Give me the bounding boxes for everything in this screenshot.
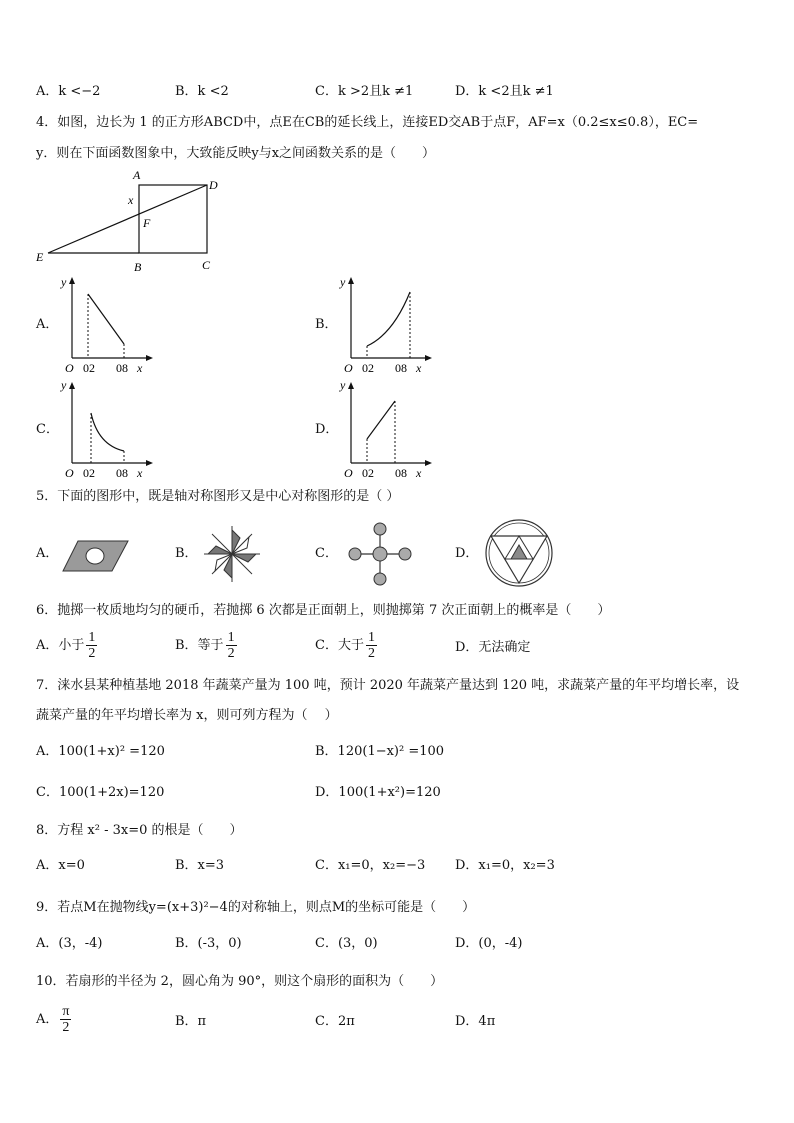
q7-option-d: D．100(1+x²)=120: [315, 785, 441, 800]
q10-option-b: B．π: [175, 1014, 207, 1029]
q6-option-a: A．小于 $\frac{1}{2}$: [36, 630, 96, 661]
q3-option-b: B．k <2: [175, 84, 229, 99]
q10-option-a: A． $\frac{\pi}{2}$: [36, 1004, 70, 1035]
circles-cross-figure: [348, 522, 412, 586]
q7-option-a: A．100(1+x)² =120: [36, 744, 165, 759]
q4-graph-c: [58, 377, 158, 482]
q4-stem-line2: y．则在下面函数图象中，大致能反映y与x之间函数关系的是（ ）: [36, 146, 436, 161]
parallelogram-with-circle-figure: [62, 538, 130, 574]
q9-option-d: D．(0，-4): [455, 936, 523, 951]
svg-text:O: O: [344, 466, 353, 480]
q9-option-a: A．(3，-4): [36, 936, 103, 951]
label-e: E: [36, 250, 44, 264]
svg-text:02: 02: [362, 466, 374, 480]
svg-text:y: y: [340, 275, 346, 289]
q6-stem: 6．抛掷一枚质地均匀的硬币，若抛掷 6 次都是正面朝上，则抛掷第 7 次正面朝上的概率是（ ）: [36, 603, 611, 618]
q5-option-a: A．: [36, 546, 59, 561]
svg-text:02: 02: [83, 361, 95, 375]
curve: [367, 401, 395, 439]
svg-text:y: y: [340, 378, 346, 392]
svg-text:x: x: [137, 361, 143, 375]
label-x: x: [128, 193, 134, 207]
q7-stem-line2: 蔬菜产量的年平均增长率为 x，则可列方程为（ ）: [36, 708, 338, 723]
svg-text:O: O: [65, 361, 74, 375]
q8-stem: 8．方程 x² - 3x=0 的根是（ ）: [36, 823, 243, 838]
svg-text:08: 08: [116, 361, 128, 375]
label-a: A: [133, 168, 141, 182]
q4-graph-a: [58, 272, 158, 377]
q10-stem: 10．若扇形的半径为 2，圆心角为 90°，则这个扇形的面积为（ ）: [36, 974, 444, 989]
q3-option-a: A．k <−2: [36, 84, 101, 99]
pinwheel-figure: [202, 524, 262, 584]
q8-option-a: A．x=0: [36, 858, 85, 873]
curve: [367, 292, 410, 346]
svg-text:08: 08: [116, 466, 128, 480]
q4-square-figure: [30, 166, 230, 276]
curve: [88, 294, 124, 344]
label-b: B: [134, 260, 142, 274]
q5-stem: 5．下面的图形中，既是轴对称图形又是中心对称图形的是（ ）: [36, 489, 400, 504]
q9-option-c: C．(3，0): [315, 936, 378, 951]
curve: [91, 413, 124, 451]
svg-text:08: 08: [395, 466, 407, 480]
q4-graph-d: [337, 377, 437, 482]
svg-text:02: 02: [83, 466, 95, 480]
q7-stem-line1: 7．涞水县某种植基地 2018 年蔬菜产量为 100 吨，预计 2020 年蔬菜产量达到 120 吨，求蔬菜产量的年平均增长率，设: [36, 678, 740, 693]
q4-option-c: C．: [36, 422, 59, 437]
q4-option-d: D．: [315, 422, 339, 437]
q4-option-b: B．: [315, 317, 338, 332]
svg-text:O: O: [344, 361, 353, 375]
q6-option-b: B．等于 $\frac{1}{2}$: [175, 630, 235, 661]
q7-option-b: B．120(1−x)² =100: [315, 744, 445, 759]
svg-text:y: y: [61, 275, 67, 289]
q9-stem: 9．若点M在抛物线y=(x+3)²−4的对称轴上，则点M的坐标可能是（ ）: [36, 900, 476, 915]
svg-text:x: x: [416, 466, 422, 480]
q3-option-c: C．k >2且k ≠1: [315, 84, 414, 99]
q8-option-c: C．x₁=0，x₂=−3: [315, 858, 426, 873]
svg-text:O: O: [65, 466, 74, 480]
q5-option-b: B．: [175, 546, 198, 561]
q6-option-d: D．无法确定: [455, 640, 531, 655]
svg-text:y: y: [61, 378, 67, 392]
q4-graph-b: [337, 272, 437, 377]
q3-option-d: D．k <2且k ≠1: [455, 84, 554, 99]
svg-text:08: 08: [395, 361, 407, 375]
svg-text:02: 02: [362, 361, 374, 375]
q5-option-c: C．: [315, 546, 338, 561]
q4-stem-line1: 4．如图，边长为 1 的正方形ABCD中，点E在CB的延长线上，连接ED交AB于点F，AF=x（0.2≤x≤0.8），EC=: [36, 115, 699, 130]
q4-option-a: A．: [36, 317, 59, 332]
label-f: F: [143, 216, 151, 230]
svg-text:x: x: [137, 466, 143, 480]
q9-option-b: B．(-3，0): [175, 936, 242, 951]
circle-triangles-figure: [483, 517, 555, 589]
q5-option-d: D．: [455, 546, 479, 561]
q10-option-c: C．2π: [315, 1014, 355, 1029]
svg-text:x: x: [416, 361, 422, 375]
q7-option-c: C．100(1+2x)=120: [36, 785, 165, 800]
q10-option-d: D．4π: [455, 1014, 496, 1029]
label-c: C: [202, 258, 211, 272]
q8-option-d: D．x₁=0，x₂=3: [455, 858, 555, 873]
label-d: D: [209, 178, 218, 192]
q8-option-b: B．x=3: [175, 858, 225, 873]
q6-option-c: C．大于 $\frac{1}{2}$: [315, 630, 375, 661]
